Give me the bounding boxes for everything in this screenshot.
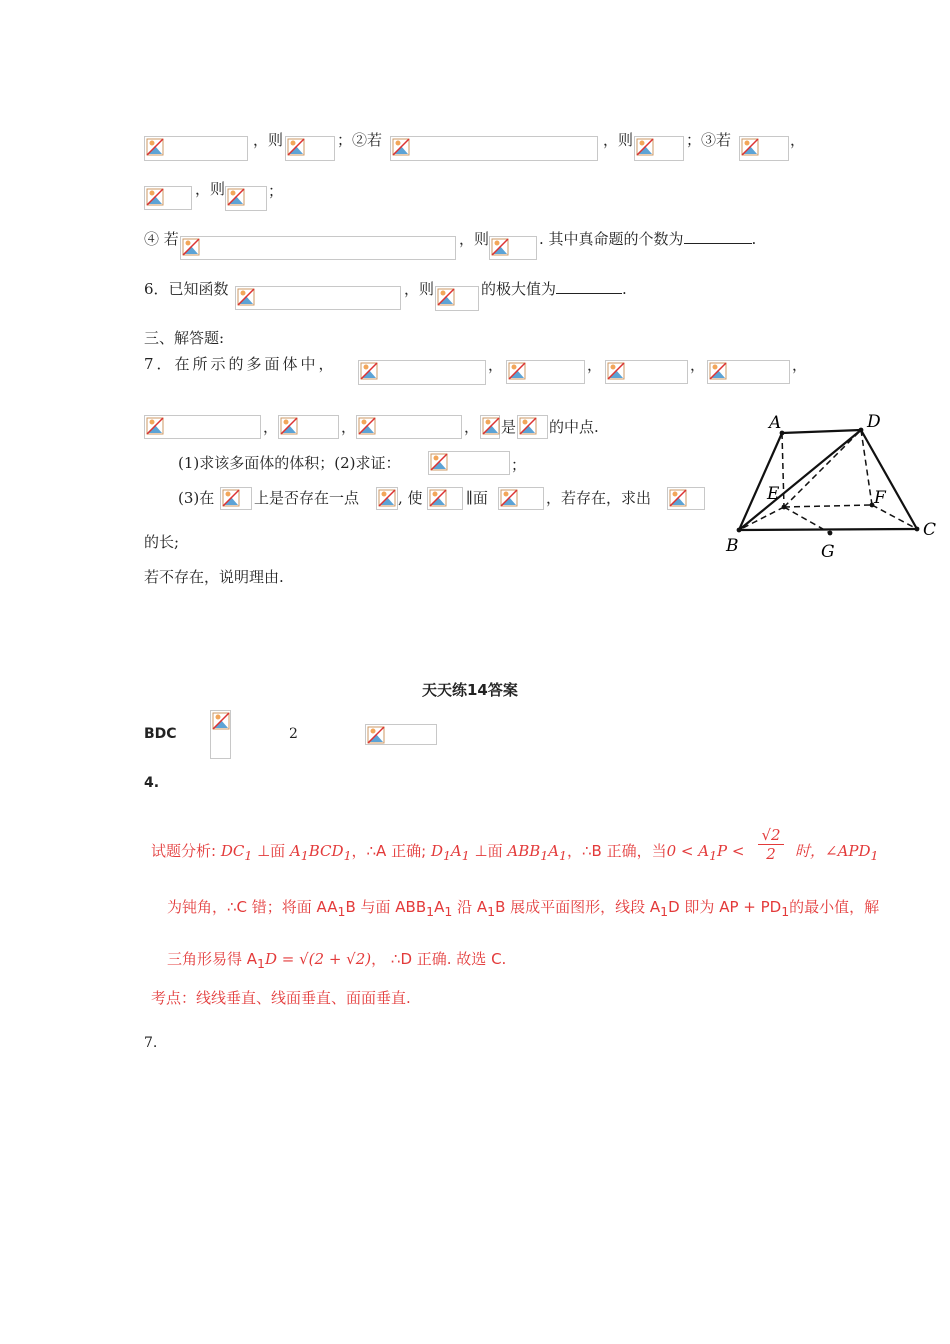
broken-image-icon	[709, 362, 727, 380]
formula-image	[489, 236, 537, 260]
then-text-4: ，则	[459, 230, 490, 248]
analysis-line-3: 三角形易得 $A_1D = √(2 + √2)$， ∴D 正确. 故选 C.	[167, 950, 507, 971]
formula-image	[480, 415, 500, 439]
broken-image-icon	[437, 288, 455, 306]
formula-image	[365, 724, 437, 745]
broken-image-icon	[508, 362, 526, 380]
broken-image-icon	[222, 489, 240, 507]
broken-image-icon	[430, 453, 448, 471]
answer-blank	[556, 279, 622, 294]
reason-text: 若不存在，说明理由.	[144, 568, 284, 586]
comma: ，	[690, 356, 706, 374]
label-G: G	[821, 542, 835, 562]
formula-image	[667, 487, 705, 510]
formula-image	[428, 451, 510, 475]
formula-image	[498, 487, 544, 510]
formula-image	[144, 415, 261, 439]
answer-4-label: 4.	[144, 775, 160, 791]
comma-3: ，	[790, 131, 806, 149]
edge-BC	[739, 529, 917, 530]
then-text-3: ，则	[195, 180, 226, 198]
formula-image	[390, 136, 598, 161]
broken-image-icon	[146, 417, 164, 435]
length-text: 的长;	[144, 533, 180, 551]
broken-image-icon	[287, 138, 305, 156]
label-B: B	[726, 536, 739, 556]
formula-image	[376, 487, 398, 510]
if-text-2: ；②若	[337, 131, 383, 149]
label-F: F	[874, 488, 886, 508]
q7-part3-b: 上是否存在一点	[254, 489, 360, 507]
analysis-line-1: 试题分析: $DC_1$ ⊥面 $A_1BCD_1$，∴A 正确; $D_1A_1$ ⊥面 $ABB_1A_1$，∴B 正确，当$0 < A_1P$ <	[151, 842, 745, 863]
formula-image	[180, 236, 456, 260]
if-text-4: ④ 若	[144, 230, 179, 248]
analysis-line-2: 为钝角，∴C 错；将面 $AA_1B$ 与面 $ABB_1A_1$ 沿 $A_1B$ 展成平面图形，线段 $A_1D$ 即为 AP + $PD_1$的最小值，解	[167, 898, 880, 919]
formula-image	[358, 360, 486, 385]
broken-image-icon	[482, 417, 500, 435]
polyhedron-figure	[720, 405, 945, 565]
broken-image-icon	[607, 362, 625, 380]
section-heading: 三、解答题:	[144, 329, 225, 347]
comma: ，	[263, 418, 279, 436]
broken-image-icon	[367, 726, 385, 744]
q7-part1-2: (1)求该多面体的体积；(2)求证：	[178, 454, 401, 472]
edge-AB	[739, 433, 782, 530]
analysis-when: 时，$\angle APD_1$	[795, 842, 879, 863]
q6-lead: 6．已知函数	[144, 280, 229, 298]
broken-image-icon	[227, 188, 245, 206]
edge-DC	[861, 430, 917, 529]
answer-7-label: 7.	[144, 1035, 158, 1051]
formula-image	[435, 286, 479, 311]
parallel-face-text: ∥面	[466, 489, 488, 507]
label-E: E	[767, 484, 780, 504]
semicolon-3: ；	[268, 182, 284, 200]
edge-ED	[784, 430, 861, 507]
comma: ，	[341, 418, 357, 436]
formula-image	[210, 710, 231, 759]
broken-image-icon	[212, 712, 230, 730]
true-count-question: . 其中真命题的个数为 .	[539, 230, 757, 248]
edge-AD	[782, 430, 861, 433]
midpoint-text: 的中点.	[549, 418, 599, 436]
broken-image-icon	[636, 138, 654, 156]
formula-image	[225, 186, 267, 211]
formula-image	[235, 286, 401, 310]
broken-image-icon	[182, 238, 200, 256]
broken-image-icon	[392, 138, 410, 156]
broken-image-icon	[741, 138, 759, 156]
formula-image	[605, 360, 688, 384]
answer-value-2: 2	[289, 726, 298, 742]
formula-image	[220, 487, 252, 510]
formula-image	[517, 415, 548, 439]
formula-image	[285, 136, 335, 161]
broken-image-icon	[429, 489, 447, 507]
comma: ，	[792, 356, 808, 374]
answers-title: 天天练14答案	[422, 681, 518, 699]
formula-image	[144, 136, 248, 161]
edge-EF	[784, 505, 872, 507]
broken-image-icon	[500, 489, 518, 507]
if-text-3: ；③若	[686, 131, 732, 149]
comma: ，	[464, 418, 480, 436]
then-text-1: ，则	[253, 131, 284, 149]
comma: ，	[587, 356, 603, 374]
edge-DB	[739, 430, 861, 530]
q7-lead: 7．在所示的多面体中，	[144, 355, 337, 373]
label-D: D	[867, 412, 881, 432]
semicolon: ；	[511, 456, 527, 474]
broken-image-icon	[146, 188, 164, 206]
broken-image-icon	[280, 417, 298, 435]
q6-then: ，则	[404, 280, 435, 298]
formula-image	[144, 186, 192, 210]
formula-image	[634, 136, 684, 161]
broken-image-icon	[669, 489, 687, 507]
broken-image-icon	[519, 417, 537, 435]
formula-image	[278, 415, 339, 439]
then-text-2: ，则	[603, 131, 634, 149]
label-C: C	[923, 520, 937, 540]
answer-1-3: BDC	[144, 726, 177, 742]
key-points: 考点：线线垂直、线面垂直、面面垂直.	[151, 989, 411, 1007]
answer-blank	[684, 229, 752, 244]
is-text: 是	[501, 418, 517, 436]
broken-image-icon	[378, 489, 396, 507]
formula-image	[739, 136, 789, 161]
q7-part3-a: (3)在	[178, 489, 215, 507]
q7-part3-d: ，若存在，求出	[546, 489, 652, 507]
formula-image	[707, 360, 790, 384]
formula-image	[506, 360, 585, 384]
q7-part3-c: , 使	[398, 489, 423, 507]
broken-image-icon	[237, 288, 255, 306]
broken-image-icon	[146, 138, 164, 156]
broken-image-icon	[491, 238, 509, 256]
broken-image-icon	[358, 417, 376, 435]
q6-max-question: 的极大值为 .	[481, 280, 627, 298]
fraction: √2 2	[758, 826, 784, 863]
label-A: A	[769, 413, 782, 433]
comma: ，	[488, 356, 504, 374]
broken-image-icon	[360, 362, 378, 380]
formula-image	[356, 415, 462, 439]
formula-image	[427, 487, 463, 510]
